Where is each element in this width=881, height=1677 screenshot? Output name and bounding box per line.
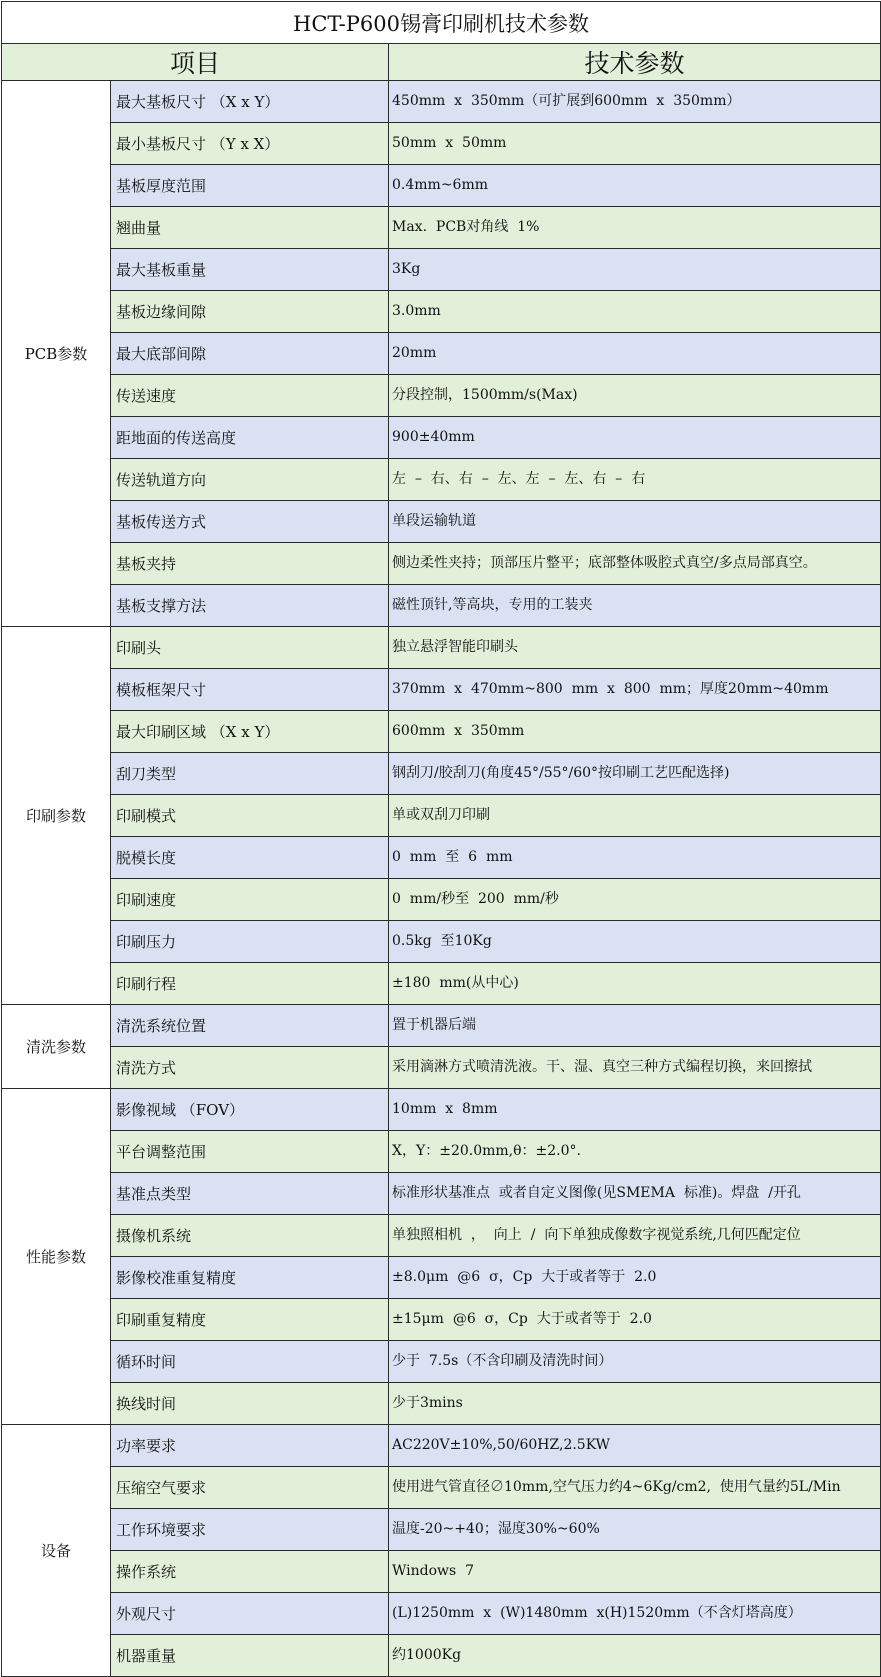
value-cell: ±180 mm(从中心) [389, 963, 881, 1005]
value-cell: 20mm [389, 333, 881, 375]
group-label: PCB参数 [2, 81, 111, 627]
item-cell: 刮刀类型 [111, 753, 389, 795]
item-cell: 模板框架尺寸 [111, 669, 389, 711]
value-cell: 450mm x 350mm（可扩展到600mm x 350mm） [389, 81, 881, 123]
table-row [2, 1173, 881, 1215]
item-cell: 基板传送方式 [111, 501, 389, 543]
item-cell: 操作系统 [111, 1551, 389, 1593]
item-cell: 翘曲量 [111, 207, 389, 249]
table-row [2, 1593, 881, 1635]
table-row [2, 1257, 881, 1299]
item-cell: 影像校准重复精度 [111, 1257, 389, 1299]
value-cell: ±15μm @6 σ，Cp 大于或者等于 2.0 [389, 1299, 881, 1341]
item-cell: 机器重量 [111, 1635, 389, 1677]
value-cell: X，Y：±20.0mm,θ：±2.0°. [389, 1131, 881, 1173]
group-label: 印刷参数 [2, 627, 111, 1005]
item-cell: 工作环境要求 [111, 1509, 389, 1551]
value-cell: 使用进气管直径∅10mm,空气压力约4~6Kg/cm2, 使用气量约5L/Min [389, 1467, 881, 1509]
header-item: 项目 [2, 44, 389, 81]
header-value: 技术参数 [389, 44, 881, 81]
item-cell: 基板支撑方法 [111, 585, 389, 627]
item-cell: 最大印刷区域 （X x Y） [111, 711, 389, 753]
item-cell: 最小基板尺寸 （Y x X） [111, 123, 389, 165]
table-row [2, 963, 881, 1005]
value-cell: Max. PCB对角线 1% [389, 207, 881, 249]
item-cell: 清洗方式 [111, 1047, 389, 1089]
item-cell: 印刷行程 [111, 963, 389, 1005]
value-cell: 分段控制，1500mm/s(Max) [389, 375, 881, 417]
table-row [2, 921, 881, 963]
table-row [2, 291, 881, 333]
value-cell: 900±40mm [389, 417, 881, 459]
spec-table-body [2, 2, 881, 1677]
value-cell: ±8.0μm @6 σ，Cp 大于或者等于 2.0 [389, 1257, 881, 1299]
item-cell: 循环时间 [111, 1341, 389, 1383]
value-cell: 单段运输轨道 [389, 501, 881, 543]
table-row [2, 207, 881, 249]
item-cell: 脱模长度 [111, 837, 389, 879]
value-cell: (L)1250mm x (W)1480mm x(H)1520mm（不含灯塔高度） [389, 1593, 881, 1635]
item-cell: 平台调整范围 [111, 1131, 389, 1173]
item-cell: 最大基板尺寸 （X x Y） [111, 81, 389, 123]
table-row [2, 1047, 881, 1089]
value-cell: 50mm x 50mm [389, 123, 881, 165]
value-cell: 10mm x 8mm [389, 1089, 881, 1131]
table-title: HCT-P600锡膏印刷机技术参数 [2, 2, 881, 44]
spec-table [1, 1, 881, 1677]
value-cell: 0.5kg 至10Kg [389, 921, 881, 963]
table-row [2, 1425, 881, 1467]
item-cell: 摄像机系统 [111, 1215, 389, 1257]
value-cell: 钢刮刀/胶刮刀(角度45°/55°/60°按印刷工艺匹配选择) [389, 753, 881, 795]
group-label: 性能参数 [2, 1089, 111, 1425]
value-cell: 0 mm 至 6 mm [389, 837, 881, 879]
item-cell: 距地面的传送高度 [111, 417, 389, 459]
table-row [2, 1089, 881, 1131]
item-cell: 功率要求 [111, 1425, 389, 1467]
table-row [2, 333, 881, 375]
table-row [2, 627, 881, 669]
value-cell: 磁性顶针,等高块，专用的工装夹 [389, 585, 881, 627]
value-cell: 独立悬浮智能印刷头 [389, 627, 881, 669]
value-cell: 左 – 右、右 – 左、左 – 左、右 – 右 [389, 459, 881, 501]
item-cell: 影像视域 （FOV） [111, 1089, 389, 1131]
item-cell: 换线时间 [111, 1383, 389, 1425]
item-cell: 印刷压力 [111, 921, 389, 963]
value-cell: 少于 7.5s（不含印刷及清洗时间） [389, 1341, 881, 1383]
value-cell: 3.0mm [389, 291, 881, 333]
table-row [2, 417, 881, 459]
table-row [2, 1131, 881, 1173]
value-cell: AC220V±10%,50/60HZ,2.5KW [389, 1425, 881, 1467]
item-cell: 传送轨道方向 [111, 459, 389, 501]
table-row [2, 1635, 881, 1677]
table-row [2, 879, 881, 921]
value-cell: 370mm x 470mm~800 mm x 800 mm；厚度20mm~40mm [389, 669, 881, 711]
value-cell: 约1000Kg [389, 1635, 881, 1677]
item-cell: 基板厚度范围 [111, 165, 389, 207]
item-cell: 最大基板重量 [111, 249, 389, 291]
table-row [2, 501, 881, 543]
item-cell: 基板夹持 [111, 543, 389, 585]
value-cell: Windows 7 [389, 1551, 881, 1593]
item-cell: 印刷模式 [111, 795, 389, 837]
item-cell: 基准点类型 [111, 1173, 389, 1215]
group-label: 设备 [2, 1425, 111, 1677]
table-row [2, 795, 881, 837]
table-row [2, 1383, 881, 1425]
table-row [2, 585, 881, 627]
table-row [2, 1341, 881, 1383]
group-label: 清洗参数 [2, 1005, 111, 1089]
table-row [2, 1005, 881, 1047]
value-cell: 置于机器后端 [389, 1005, 881, 1047]
value-cell: 单或双刮刀印刷 [389, 795, 881, 837]
table-row [2, 837, 881, 879]
value-cell: 温度-20~+40；湿度30%~60% [389, 1509, 881, 1551]
table-row [2, 753, 881, 795]
title-row [2, 2, 881, 44]
table-row [2, 1467, 881, 1509]
table-row [2, 123, 881, 165]
table-row [2, 669, 881, 711]
item-cell: 印刷头 [111, 627, 389, 669]
header-row [2, 44, 881, 81]
value-cell: 0.4mm~6mm [389, 165, 881, 207]
item-cell: 压缩空气要求 [111, 1467, 389, 1509]
value-cell: 600mm x 350mm [389, 711, 881, 753]
value-cell: 3Kg [389, 249, 881, 291]
item-cell: 基板边缘间隙 [111, 291, 389, 333]
table-row [2, 459, 881, 501]
item-cell: 印刷重复精度 [111, 1299, 389, 1341]
table-row [2, 711, 881, 753]
table-row [2, 543, 881, 585]
value-cell: 少于3mins [389, 1383, 881, 1425]
item-cell: 印刷速度 [111, 879, 389, 921]
table-row [2, 1551, 881, 1593]
value-cell: 单独照相机 ， 向上 / 向下单独成像数字视觉系统,几何匹配定位 [389, 1215, 881, 1257]
table-row [2, 81, 881, 123]
item-cell: 传送速度 [111, 375, 389, 417]
table-row [2, 1299, 881, 1341]
value-cell: 采用滴淋方式喷清洗液。干、湿、真空三种方式编程切换，来回擦拭 [389, 1047, 881, 1089]
table-row [2, 249, 881, 291]
value-cell: 0 mm/秒至 200 mm/秒 [389, 879, 881, 921]
table-row [2, 1215, 881, 1257]
item-cell: 最大底部间隙 [111, 333, 389, 375]
item-cell: 外观尺寸 [111, 1593, 389, 1635]
value-cell: 标准形状基准点 或者自定义图像(见SMEMA 标准)。焊盘 /开孔 [389, 1173, 881, 1215]
table-row [2, 375, 881, 417]
item-cell: 清洗系统位置 [111, 1005, 389, 1047]
value-cell: 侧边柔性夹持；顶部压片整平；底部整体吸腔式真空/多点局部真空。 [389, 543, 881, 585]
table-row [2, 1509, 881, 1551]
table-row [2, 165, 881, 207]
